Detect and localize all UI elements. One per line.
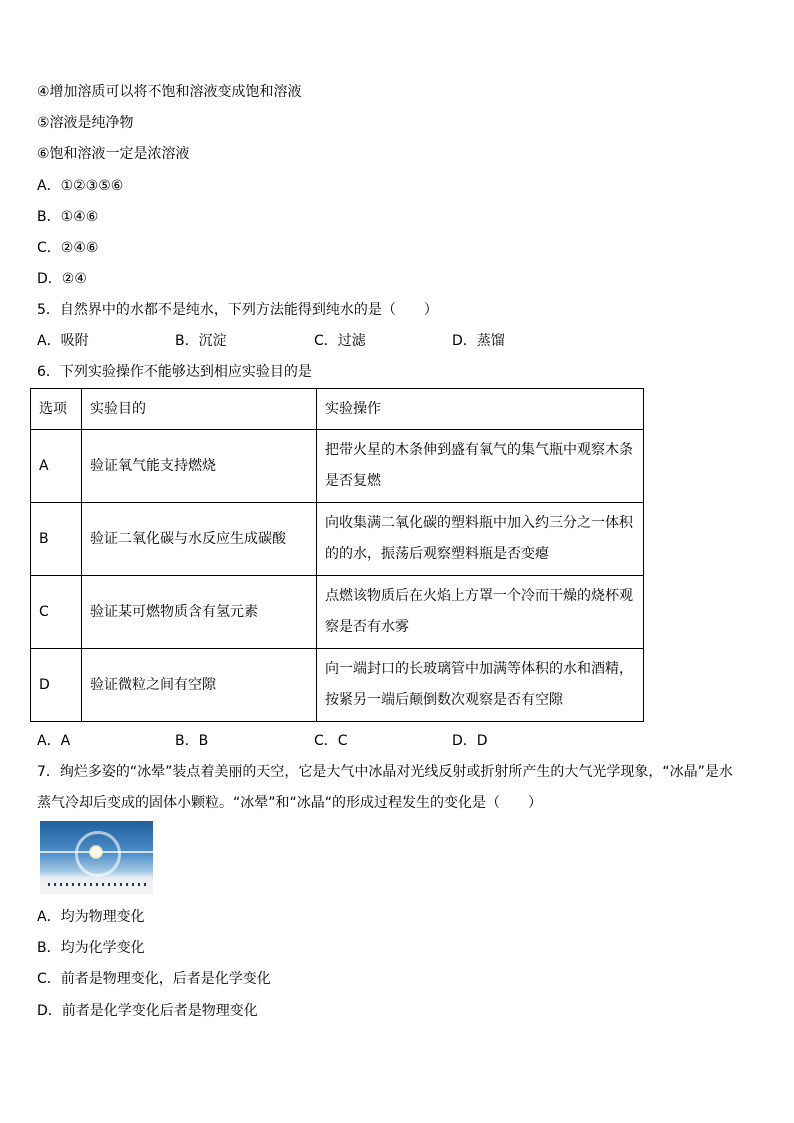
row-option: A — [31, 430, 82, 503]
row-operation: 向一端封口的长玻璃管中加满等体积的水和酒精， 按紧另一端后颠倒数次观察是否有空隙 — [317, 649, 644, 722]
q5-option-b: B．沉淀 — [175, 333, 227, 349]
table-row — [31, 576, 644, 649]
table-row — [31, 649, 644, 722]
experiment-table — [30, 388, 644, 722]
q7-option-d: D．前者是化学变化后者是物理变化 — [37, 1003, 258, 1019]
q5-option-a: A．吸附 — [37, 333, 89, 349]
q6-option-c: C．C — [314, 733, 348, 749]
q7-stem-line-1: 7．绚烂多姿的“冰晕”装点着美丽的天空，它是大气中冰晶对光线反射或折射所产生的大气光学现象，“冰晶”是水 — [37, 764, 733, 780]
q7-stem-line-2: 蒸气冷却后变成的固体小颗粒。“冰晕”和“冰晶“的形成过程发生的变化是（ ） — [37, 795, 543, 811]
q7-option-b: B．均为化学变化 — [37, 940, 145, 956]
row-operation: 向收集满二氧化碳的塑料瓶中加入约三分之一体积 的的水，振荡后观察塑料瓶是否变瘪 — [317, 503, 644, 576]
q6-option-b: B．B — [175, 733, 209, 749]
q7-option-a: A．均为物理变化 — [37, 909, 145, 925]
q4-option-b: B．①④⑥ — [37, 209, 99, 225]
row-goal: 验证氧气能支持燃烧 — [82, 430, 317, 503]
q4-statement-4: ④增加溶质可以将不饱和溶液变成饱和溶液 — [37, 84, 302, 100]
header-goal: 实验目的 — [82, 389, 317, 430]
q6-stem: 6．下列实验操作不能够达到相应实验目的是 — [37, 364, 312, 380]
row-goal: 验证微粒之间有空隙 — [82, 649, 317, 722]
q4-option-c: C．②④⑥ — [37, 240, 99, 256]
row-operation: 点燃该物质后在火焰上方罩一个冷而干燥的烧杯观 察是否有水雾 — [317, 576, 644, 649]
q4-statement-5: ⑤溶液是纯净物 — [37, 115, 134, 131]
row-operation: 把带火星的木条伸到盛有氧气的集气瓶中观察木条 是否复燃 — [317, 430, 644, 503]
q5-stem: 5．自然界中的水都不是纯水，下列方法能得到纯水的是（ ） — [37, 302, 438, 318]
sun-icon — [89, 845, 103, 859]
q4-statement-6: ⑥饱和溶液一定是浓溶液 — [37, 146, 190, 162]
row-goal: 验证某可燃物质含有氢元素 — [82, 576, 317, 649]
table-row — [31, 503, 644, 576]
row-option: B — [31, 503, 82, 576]
row-goal: 验证二氧化碳与水反应生成碳酸 — [82, 503, 317, 576]
header-option: 选项 — [31, 389, 82, 430]
q5-option-c: C．过滤 — [314, 333, 366, 349]
q7-option-c: C．前者是物理变化，后者是化学变化 — [37, 971, 271, 987]
people-silhouettes — [48, 883, 148, 886]
row-option: C — [31, 576, 82, 649]
table-row — [31, 430, 644, 503]
table-header-row — [31, 389, 644, 430]
q4-option-a: A．①②③⑤⑥ — [37, 178, 124, 194]
q6-option-a: A．A — [37, 733, 71, 749]
header-operation: 实验操作 — [317, 389, 644, 430]
q6-option-d: D．D — [452, 733, 488, 749]
q5-option-d: D．蒸馏 — [452, 333, 505, 349]
ice-halo-photo — [40, 821, 153, 894]
q4-option-d: D．②④ — [37, 271, 87, 287]
row-option: D — [31, 649, 82, 722]
